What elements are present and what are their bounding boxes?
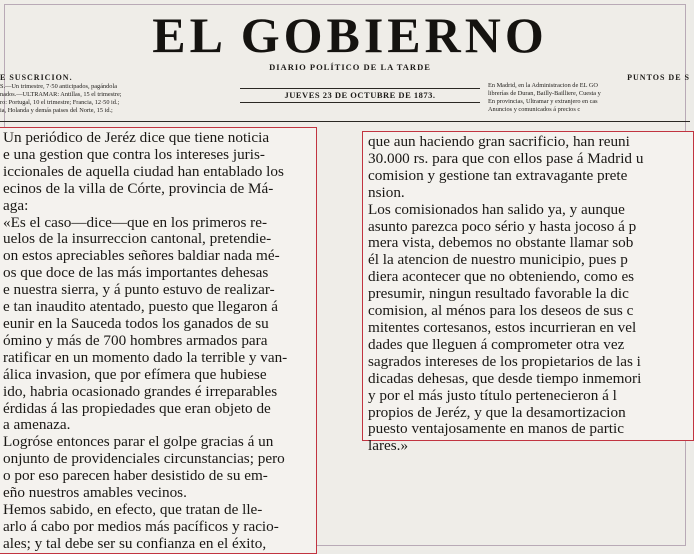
sales-points-line: En Madrid, en la Administracion de EL GO bbox=[488, 82, 598, 89]
article-text-line: puesto ventajosamente en manos de partic bbox=[368, 420, 624, 438]
article-text-line: uelos de la insurreccion cantonal, pretendie- bbox=[3, 230, 272, 248]
sales-points-line: librerías de Duran, Bailly-Bailliere, Cuesta y bbox=[488, 90, 601, 97]
article-text-line: ales; y tal debe ser su confianza en el éxito, bbox=[3, 534, 267, 552]
article-text-line: nsion. bbox=[368, 183, 405, 201]
article-text-line: aga: bbox=[3, 196, 29, 214]
article-right-column bbox=[362, 131, 694, 455]
article-text-line: asunto parezca poco sério y hasta jocoso á p bbox=[368, 217, 637, 235]
sales-points-heading: PUNTOS DE S bbox=[627, 73, 690, 82]
article-text-line: e tan inaudito atentado, puesto que llegaron á bbox=[3, 298, 278, 316]
masthead bbox=[110, 6, 590, 72]
article-text-line: e una gestion que contra los intereses juris- bbox=[3, 145, 265, 163]
sales-points-line: En provincias, Ultramar y extranjero en cas bbox=[488, 98, 598, 105]
article-text-line: álica invasion, que por efímera que hubiese bbox=[3, 365, 267, 383]
article-left-column bbox=[0, 127, 317, 554]
dateline: JUEVES 23 DE OCTUBRE DE 1873. bbox=[240, 88, 480, 103]
article-text-line: a amenaza. bbox=[3, 416, 71, 434]
article-text-line: mitentes cortesanos, estos incurrieran en vel bbox=[368, 318, 637, 336]
article-text-line: presumir, ningun resultado favorable la dic bbox=[368, 285, 629, 303]
subscription-line: nados.—ULTRAMAR: Antillas, 15 el trimestre; bbox=[0, 91, 122, 98]
article-text-line: e nuestra sierra, y á punto estuvo de realizar- bbox=[3, 281, 275, 299]
article-text-line: ratificar en un momento dado la terrible y van- bbox=[3, 348, 288, 366]
article-text-line: o por eso parecen haber desistido de su em- bbox=[3, 467, 268, 485]
article-text-line: eunir en la Sauceda todos los ganados de su bbox=[3, 314, 269, 332]
article-text-line: «Es el caso—dice—que en los primeros re- bbox=[3, 213, 268, 231]
article-text-line: comision, al ménos para los deseos de sus c bbox=[368, 302, 634, 320]
article-text-line: eño nuestros amables vecinos. bbox=[3, 484, 187, 502]
newspaper-subtitle: DIARIO POLÍTICO DE LA TARDE bbox=[269, 62, 431, 72]
subscription-line: S.—Un trimestre, 7·50 anticipados, pagándola bbox=[0, 83, 117, 90]
article-text-line: ecinos de la villa de Córte, provincia de Má- bbox=[3, 179, 274, 197]
article-text-line: érdidas á las propiedades que eran objeto de bbox=[3, 399, 271, 417]
subscription-line: ro: Portugal, 10 el trimestre; Francia, 12·50 id.; bbox=[0, 99, 120, 106]
article-text-line: lares.» bbox=[368, 437, 409, 455]
sales-points-info bbox=[488, 74, 690, 114]
article-text-line: comision y gestione tan extravagante prete bbox=[368, 166, 628, 184]
subscription-info bbox=[0, 74, 228, 115]
article-text-line: y por el más justo título pertenecieron á l bbox=[368, 386, 617, 404]
subscription-heading: E SUSCRICION. bbox=[0, 73, 73, 82]
subscription-line: ia, Holanda y demás paises del Norte, 15 id.; bbox=[0, 107, 113, 114]
article-text-line: ómino y más de 700 hombres armados para bbox=[3, 331, 268, 349]
article-text-line: propios de Jeréz, y que la desamortizacion bbox=[368, 403, 626, 421]
article-text-line: on estos apreciables señores baldiar nada mé- bbox=[3, 247, 280, 265]
article-text-line: diera acontecer que no obteniendo, como es bbox=[368, 268, 635, 286]
article-text-line: mera vista, debemos no obstante llamar sob bbox=[368, 234, 634, 252]
masthead-rule bbox=[0, 121, 690, 122]
article-text-line: arlo á cabo por medios más pacíficos y racio- bbox=[3, 517, 279, 535]
sales-points-line: Anuncios y comunicados á precios c bbox=[488, 106, 581, 113]
article-text-line: 30.000 rs. para que con ellos pase á Madrid u bbox=[368, 149, 644, 167]
article-text-line: que aun haciendo gran sacrificio, han reuni bbox=[368, 133, 630, 150]
newspaper-title: EL GOBIERNO bbox=[152, 7, 548, 63]
article-text-line: iccionales de aquella ciudad han entablado los bbox=[3, 162, 284, 180]
article-text-line: onjunto de providenciales circunstancias; pero bbox=[3, 450, 285, 468]
article-text-line: dicadas dehesas, que desde tiempo inmemori bbox=[368, 369, 642, 387]
article-text-line: Hemos sabido, en efecto, que tratan de lle- bbox=[3, 500, 263, 518]
article-text-line: Los comisionados han salido ya, y aunque bbox=[368, 200, 625, 218]
article-text-line: ido, habria ocasionado grandes é irreparables bbox=[3, 382, 278, 400]
article-text-line: Un periódico de Jeréz dice que tiene noticia bbox=[3, 129, 270, 146]
article-text-line: dades que lleguen á comprometer otra vez bbox=[368, 335, 625, 353]
article-text-line: Logróse entonces parar el golpe gracias á un bbox=[3, 433, 274, 451]
article-text-line: él la atencion de nuestro municipio, pues p bbox=[368, 251, 628, 269]
article-text-line: os que doce de las más importantes dehesas bbox=[3, 264, 269, 282]
article-text-line: sagrados intereses de los propietarios de las i bbox=[368, 352, 641, 370]
